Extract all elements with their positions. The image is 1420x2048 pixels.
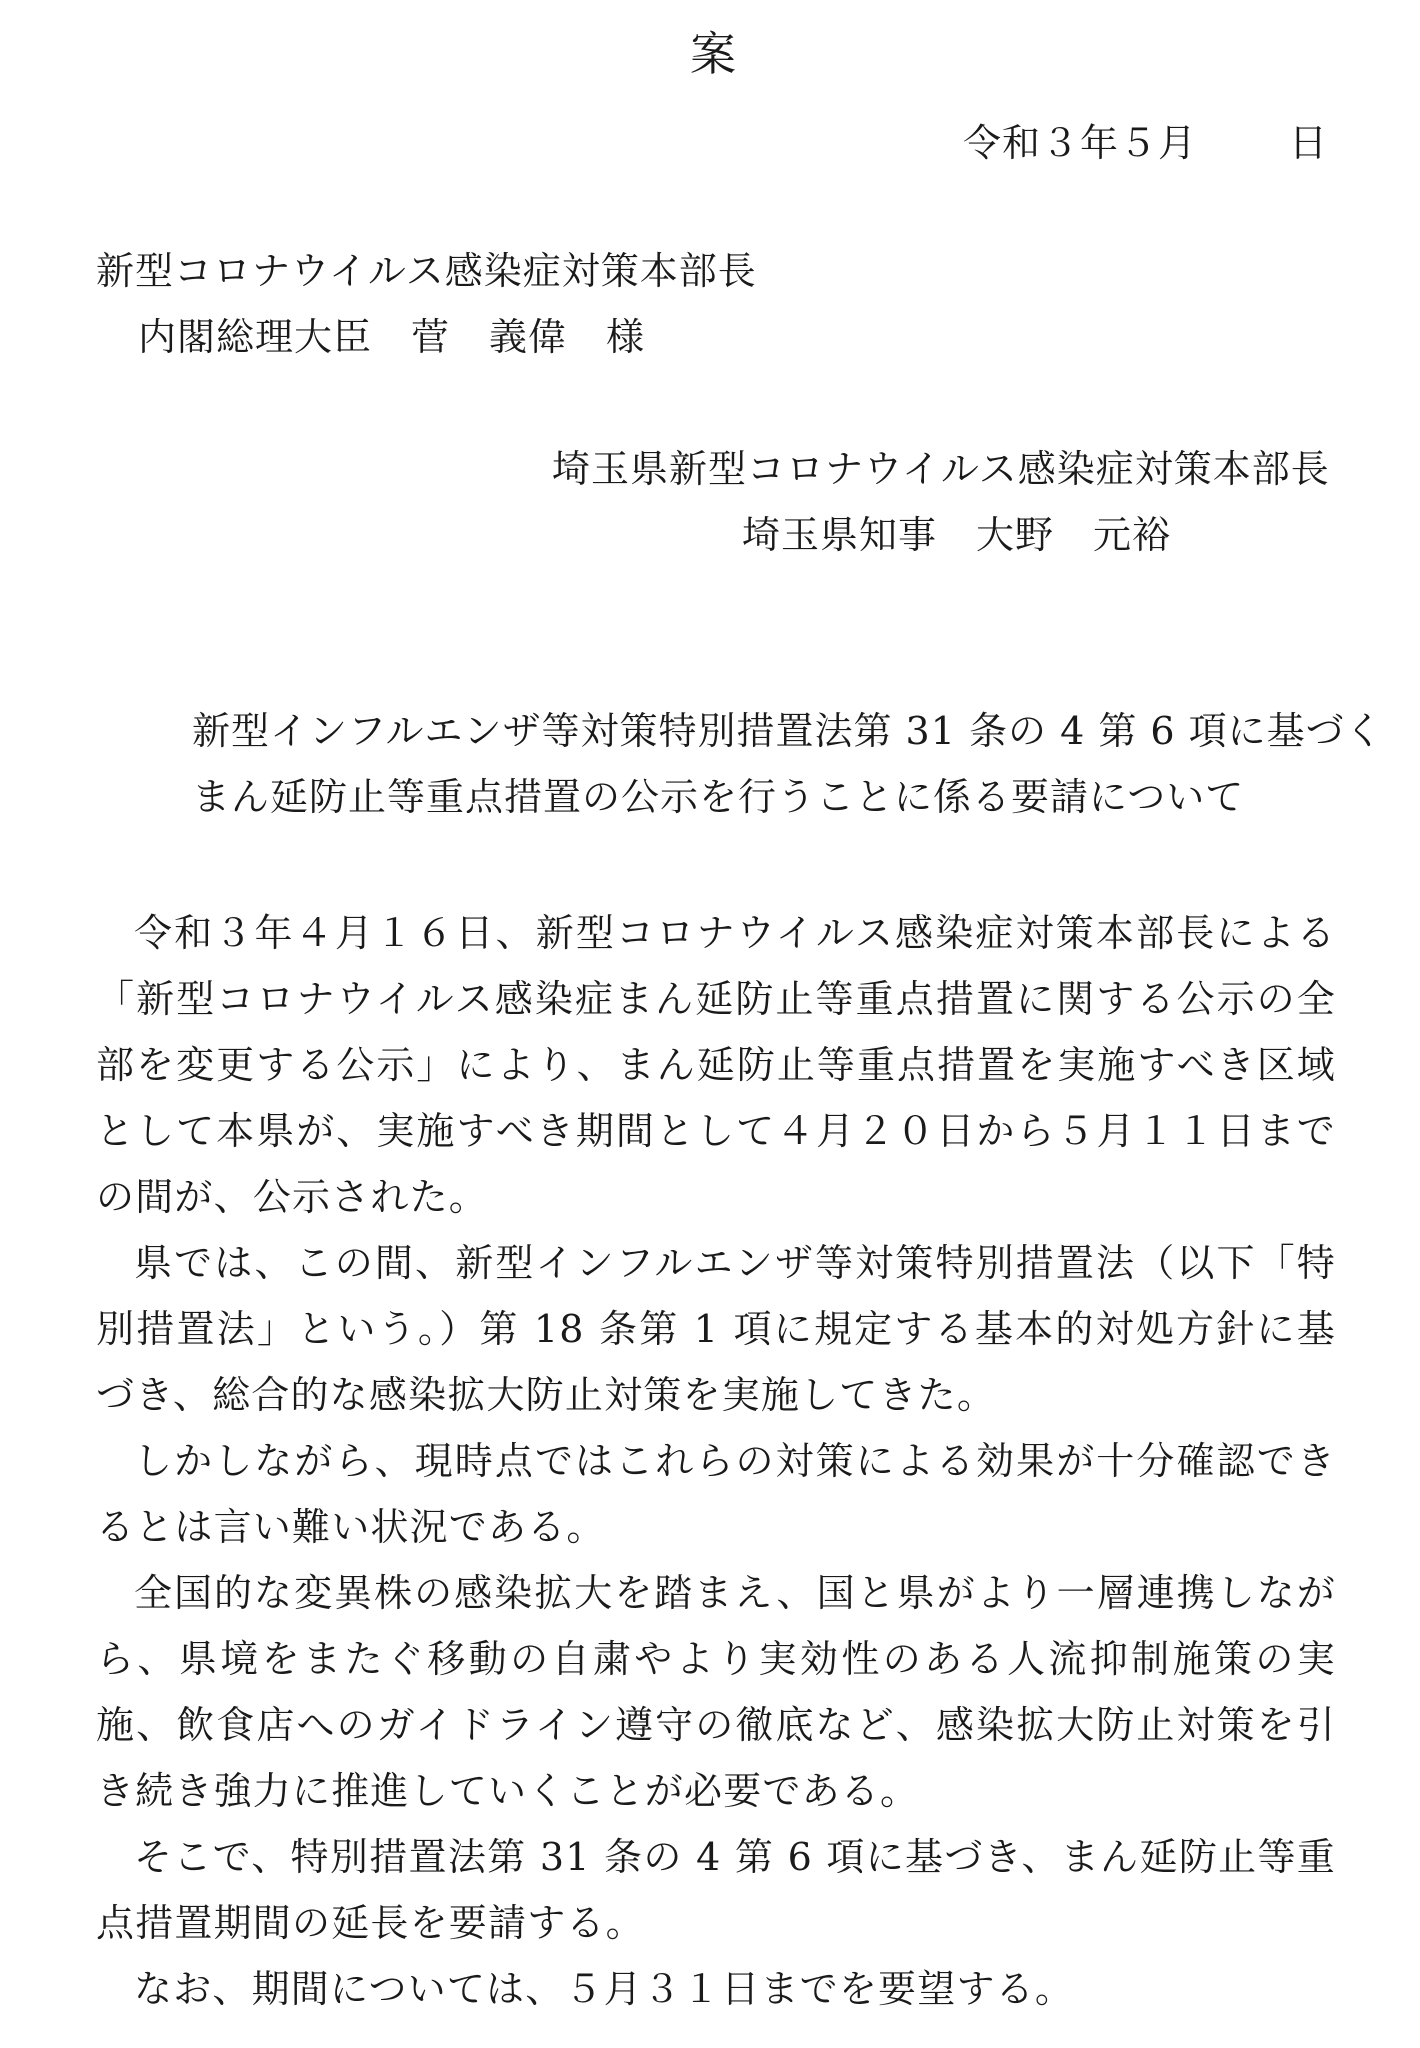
- draft-mark: 案: [690, 27, 736, 81]
- subject-line-1: 新型インフルエンザ等対策特別措置法第 31 条の 4 第 6 項に基づく: [192, 709, 1384, 753]
- body-paragraph: しかしながら、現時点ではこれらの対策による効果が十分確認できるとは言い難い状況である。: [96, 1439, 1336, 1549]
- subject-line-2: まん延防止等重点措置の公示を行うことに係る要請について: [192, 775, 1245, 819]
- body-paragraph: 令和３年４月１６日、新型コロナウイルス感染症対策本部長による「新型コロナウイルス感染症まん延防止等重点措置に関する公示の全部を変更する公示」により、まん延防止等重点措置を実施すべき区域として本県が、実施すべき期間として４月２０日から５月１１日までの間が、公示された。: [96, 911, 1336, 1219]
- date-year-month: 令和３年５月: [962, 121, 1197, 165]
- sender-title: 埼玉県新型コロナウイルス感染症対策本部長: [552, 447, 1330, 491]
- body-paragraph: 県では、この間、新型インフルエンザ等対策特別措置法（以下「特別措置法」という。）第 18 条第 1 項に規定する基本的対処方針に基づき、総合的な感染拡大防止対策を実施してきた。: [96, 1241, 1336, 1417]
- document-date: [963, 120, 1328, 166]
- sender-name: 埼玉県知事 大野 元裕: [742, 513, 1172, 557]
- body-paragraph: 全国的な変異株の感染拡大を踏まえ、国と県がより一層連携しながら、県境をまたぐ移動の自粛やより実効性のある人流抑制施策の実施、飲食店へのガイドライン遵守の徹底など、感染拡大防止対策を引き続き強力に推進していくことが必要である。: [96, 1571, 1336, 1813]
- addressee-name: 内閣総理大臣 菅 義偉 様: [138, 315, 646, 359]
- body-text: [96, 900, 1336, 2022]
- body-paragraph: そこで、特別措置法第 31 条の 4 第 6 項に基づき、まん延防止等重点措置期間の延長を要請する。: [96, 1835, 1336, 1945]
- date-day-label: 日: [1288, 121, 1328, 165]
- addressee-title: 新型コロナウイルス感染症対策本部長: [96, 249, 757, 293]
- body-paragraph: なお、期間については、５月３１日までを要望する。: [134, 1967, 1075, 2011]
